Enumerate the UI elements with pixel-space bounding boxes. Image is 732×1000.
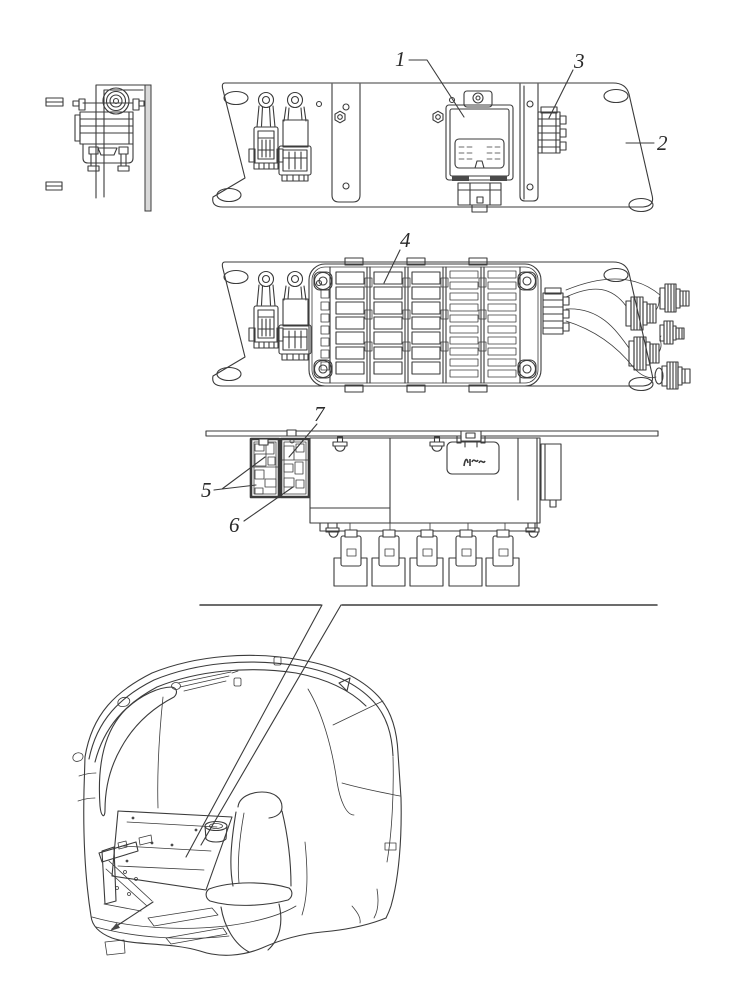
hex-nut-icon (433, 111, 443, 123)
relay-block (281, 430, 309, 497)
callout-4 (384, 228, 411, 283)
fuse-box (309, 258, 541, 392)
bracket-pin (46, 182, 62, 190)
callout-1-label: 1 (395, 47, 406, 71)
fuse-box-side-view (206, 430, 658, 586)
callout-3-label: 3 (574, 49, 585, 73)
side-plate (541, 444, 561, 507)
bottom-connectors (334, 530, 519, 586)
location-reference-line (186, 605, 657, 857)
coil-screw-icon (103, 88, 129, 114)
connector-block (543, 288, 569, 334)
round-connector-icon (660, 321, 684, 344)
round-connector-icon (660, 284, 689, 312)
connector-block (538, 107, 566, 153)
corner-bolt-icon (326, 523, 339, 537)
corner-bolt-icon (526, 523, 539, 537)
callout-5-label: 5 (201, 478, 212, 502)
callout-5 (201, 457, 265, 502)
callout-4-label: 4 (400, 228, 411, 252)
corner-screw-icon (518, 272, 536, 290)
mounting-bar (73, 99, 144, 110)
main-box-body (310, 438, 540, 531)
callout-7-label: 7 (314, 402, 325, 426)
vent-triangle (339, 678, 350, 691)
bracket-side-view (46, 85, 151, 211)
corner-screw-icon (518, 360, 536, 378)
fuse-slots (336, 271, 516, 377)
circuit-breakers (249, 272, 322, 361)
brand-logo-mark (464, 459, 485, 466)
callout-6-label: 6 (229, 513, 240, 537)
roof-clip (234, 678, 241, 686)
circuit-breakers (249, 93, 322, 182)
cab-shell (73, 655, 401, 955)
relay-block (251, 439, 279, 497)
callout-1 (395, 47, 464, 117)
cab-interior-view (73, 655, 401, 955)
callout-6 (229, 487, 293, 537)
bracket-flange (145, 85, 151, 211)
top-clip (457, 431, 485, 447)
callout-2-label: 2 (657, 131, 668, 155)
round-connector-icon (629, 337, 659, 370)
harness-wires (566, 279, 661, 378)
hanging-bolt-icon (333, 437, 347, 451)
bracket-pin (46, 98, 63, 106)
callout-2 (626, 131, 668, 155)
mounting-straps (332, 84, 538, 202)
fuse-mount-plate-view (213, 258, 690, 392)
hex-nut-icon (335, 111, 345, 123)
label-plate (447, 442, 499, 474)
relay-module (446, 91, 513, 212)
round-connector-icon (655, 362, 690, 389)
relay-mount-plate-view (213, 83, 653, 212)
hanging-bolt-icon (430, 437, 444, 451)
